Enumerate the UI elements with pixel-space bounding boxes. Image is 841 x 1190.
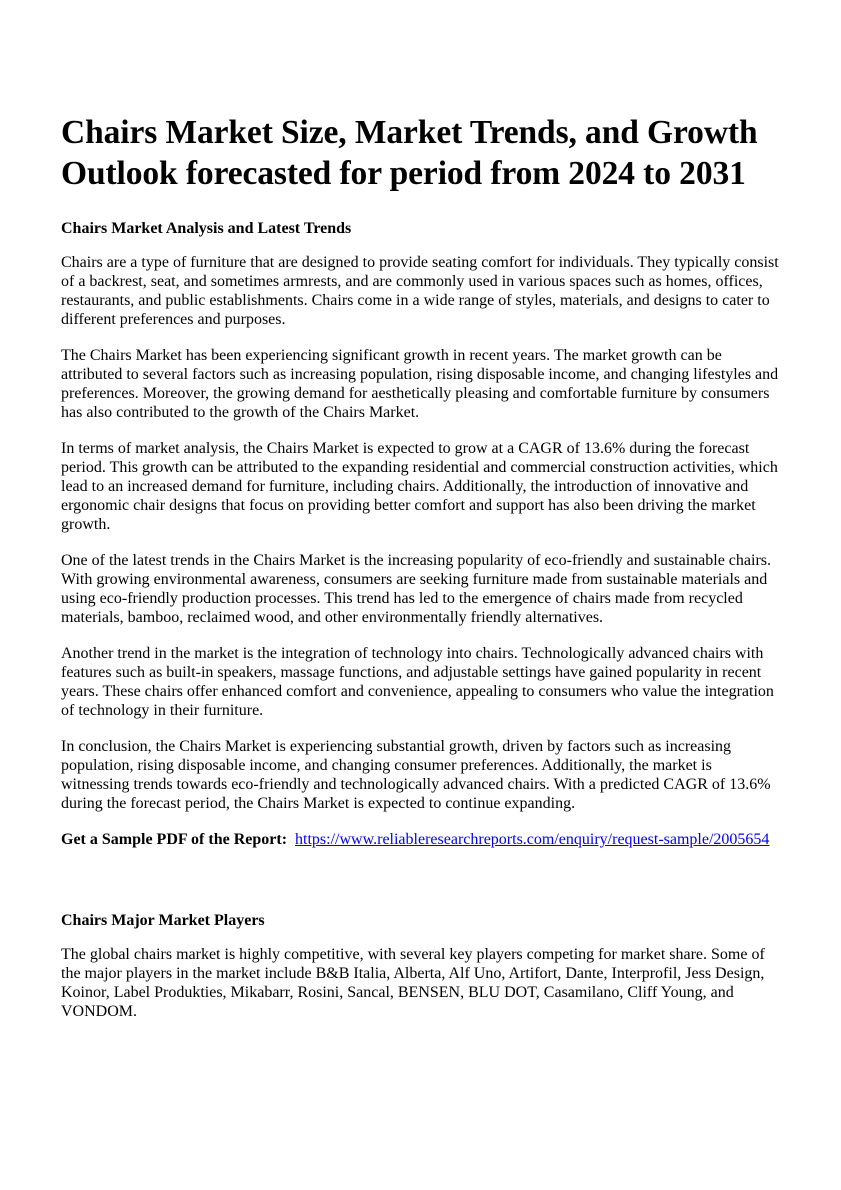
sample-pdf-label: Get a Sample PDF of the Report: bbox=[61, 831, 288, 848]
paragraph-major-players: The global chairs market is highly competitive, with several key players competing for market share. Some of the major players in the market include B&B Italia, Alberta, Alf Uno, Artifort, Dante, Interprofil, Jess Design, Koinor, Label Produkties, Mikabarr, Rosini, Sancal, BENSEN, BLU DOT, Casamilano, Cliff Young, and VONDOM. bbox=[61, 946, 765, 1020]
page-title: Chairs Market Size, Market Trends, and Growth Outlook forecasted for period from 2024 to 2031 bbox=[61, 114, 758, 192]
sample-pdf-line bbox=[61, 830, 783, 849]
market-analysis-section bbox=[61, 219, 783, 813]
paragraph-chairs-definition: Chairs are a type of furniture that are designed to provide seating comfort for individuals. They typically consist of a backrest, seat, and sometimes armrests, and are commonly used in various spaces such as homes, offices, restaurants, and public establishments. Chairs come in a wide range of styles, materials, and designs to cater to different preferences and purposes. bbox=[61, 254, 779, 328]
sample-pdf-link[interactable]: https://www.reliableresearchreports.com/enquiry/request-sample/2005654 bbox=[295, 831, 770, 848]
document-page bbox=[61, 112, 783, 1038]
paragraph-market-growth: The Chairs Market has been experiencing significant growth in recent years. The market growth can be attributed to several factors such as increasing population, rising disposable income, and changing lifestyles and preferences. Moreover, the growing demand for aesthetically pleasing and comfortable furniture by consumers has also contributed to the growth of the Chairs Market. bbox=[61, 347, 779, 421]
paragraph-conclusion: In conclusion, the Chairs Market is experiencing substantial growth, driven by factors such as increasing population, rising disposable income, and changing consumer preferences. Additionally, the market is witnessing trends towards eco-friendly and technologically advanced chairs. With a predicted CAGR of 13.6% during the forecast period, the Chairs Market is expected to continue expanding. bbox=[61, 738, 771, 812]
market-analysis-heading: Chairs Market Analysis and Latest Trends bbox=[61, 220, 352, 237]
paragraph-eco-friendly-trend: One of the latest trends in the Chairs Market is the increasing popularity of eco-friendly and sustainable chairs. With growing environmental awareness, consumers are seeking furniture made from sustainable materials and using eco-friendly production processes. This trend has led to the emergence of chairs made from recycled materials, bamboo, reclaimed wood, and other environmentally friendly alternatives. bbox=[61, 552, 772, 626]
paragraph-market-analysis-cagr: In terms of market analysis, the Chairs Market is expected to grow at a CAGR of 13.6% during the forecast period. This growth can be attributed to the expanding residential and commercial construction activities, which lead to an increased demand for furniture, including chairs. Additionally, the introduction of innovative and ergonomic chair designs that focus on providing better comfort and support has also been driving the market growth. bbox=[61, 440, 778, 533]
paragraph-technology-trend: Another trend in the market is the integration of technology into chairs. Technologically advanced chairs with features such as built-in speakers, massage functions, and adjustable settings have gained popularity in recent years. These chairs offer enhanced comfort and convenience, appealing to consumers who value the integration of technology in their furniture. bbox=[61, 645, 774, 719]
major-players-heading: Chairs Major Market Players bbox=[61, 912, 265, 929]
major-players-section bbox=[61, 911, 783, 1021]
